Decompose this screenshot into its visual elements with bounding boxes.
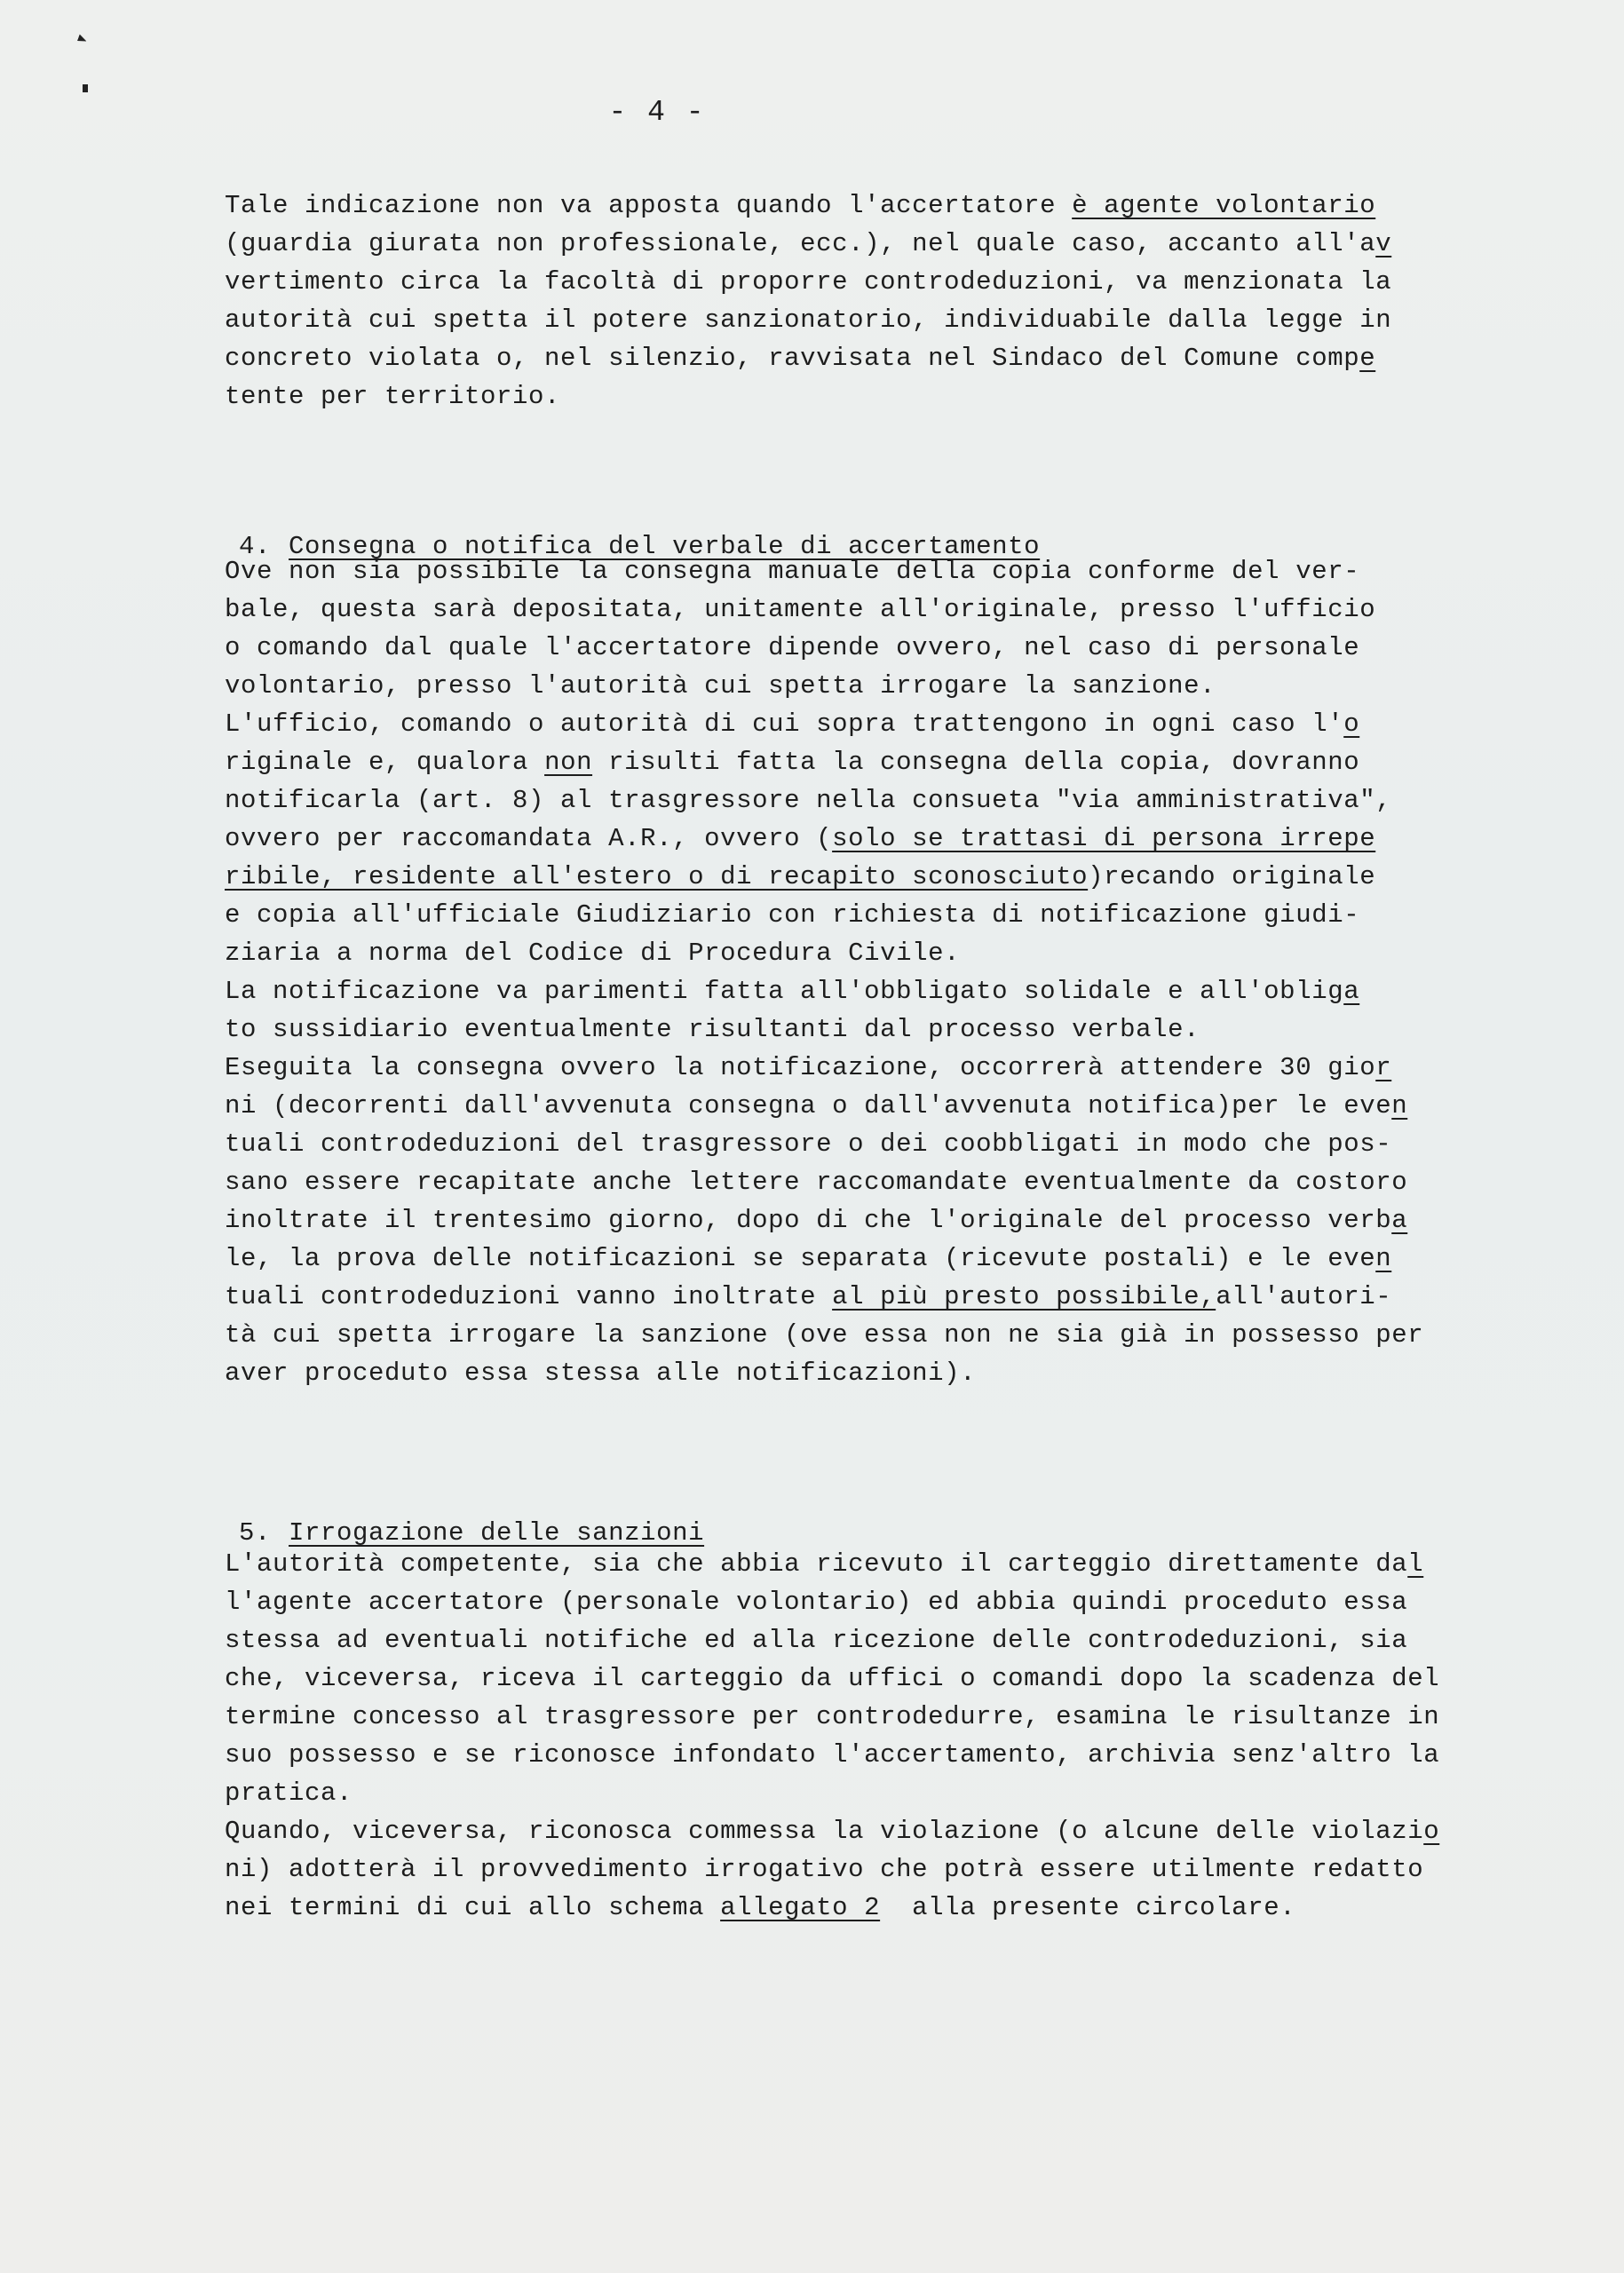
text-line: [225, 1621, 1485, 1659]
text-line: [225, 781, 1485, 820]
section-number: 4.: [239, 532, 272, 561]
underlined-text: n: [1375, 1244, 1392, 1273]
text-run: nei termini di cui allo schema: [225, 1893, 721, 1922]
text-run: sano essere recapitate anche lettere raccomandate eventualmente da costoro: [225, 1168, 1408, 1197]
text-line: [225, 1659, 1485, 1698]
text-run: notificarla (art. 8) al trasgressore nella consueta "via amministrativa",: [225, 786, 1392, 815]
text-run: Tale indicazione non va apposta quando l'accertatore: [225, 191, 1073, 220]
text-run: o comando dal quale l'accertatore dipende ovvero, nel caso di personale: [225, 633, 1360, 662]
text-line: [225, 1125, 1485, 1163]
text-line: [225, 225, 1485, 263]
text-run: le, la prova delle notificazioni se separata (ricevute postali) e le eve: [225, 1244, 1376, 1273]
underlined-text: solo se trattasi di persona irrepe: [832, 824, 1376, 853]
text-run: suo possesso e se riconosce infondato l'accertamento, archivia senz'altro la: [225, 1740, 1440, 1770]
text-line: [225, 1354, 1485, 1392]
text-line: [225, 1316, 1485, 1354]
text-run: aver proceduto essa stessa alle notificazioni).: [225, 1358, 977, 1388]
text-run: bale, questa sarà depositata, unitamente all'originale, presso l'ufficio: [225, 595, 1376, 624]
text-run: concreto violata o, nel silenzio, ravvisata nel Sindaco del Comune comp: [225, 344, 1360, 373]
text-line: [225, 743, 1485, 781]
underlined-text: a: [1391, 1206, 1408, 1235]
text-line: [225, 1278, 1485, 1316]
text-run: e copia all'ufficiale Giudiziario con richiesta di notificazione giudi-: [225, 900, 1360, 930]
text-run: pratica.: [225, 1778, 353, 1808]
underlined-text: e: [1359, 344, 1376, 373]
text-run: Ove non sia possibile la consegna manuale della copia conforme del ver-: [225, 557, 1360, 586]
underlined-text: al più presto possibile,: [832, 1282, 1216, 1311]
section-5-body: [225, 1545, 1485, 1927]
text-run: ovvero per raccomandata A.R., ovvero (: [225, 824, 833, 853]
text-line: [225, 1583, 1485, 1621]
text-line: [225, 705, 1485, 743]
underlined-text: a: [1343, 977, 1360, 1006]
text-run: La notificazione va parimenti fatta all'obbligato solidale e all'oblig: [225, 977, 1344, 1006]
text-run: ziaria a norma del Codice di Procedura Civile.: [225, 939, 961, 968]
text-line: [225, 629, 1485, 667]
text-line: [225, 1850, 1485, 1889]
text-line: [225, 339, 1485, 377]
text-line: [225, 377, 1485, 416]
text-run: riginale e, qualora: [225, 748, 545, 777]
underlined-text: n: [1391, 1091, 1408, 1121]
text-run: alla presente circolare.: [880, 1893, 1296, 1922]
underlined-text: allegato 2: [720, 1893, 881, 1922]
text-run: l'agente accertatore (personale volontario) ed abbia quindi proceduto essa: [225, 1588, 1408, 1617]
underlined-text: o: [1343, 709, 1360, 739]
text-run: inoltrate il trentesimo giorno, dopo di che l'originale del processo verb: [225, 1206, 1392, 1235]
text-run: stessa ad eventuali notifiche ed alla ricezione delle controdeduzioni, sia: [225, 1626, 1408, 1655]
text-run: Quando, viceversa, riconosca commessa la violazione (o alcune delle violazi: [225, 1817, 1424, 1846]
text-run: all'autori-: [1216, 1282, 1392, 1311]
text-run: che, viceversa, riceva il carteggio da uffici o comandi dopo la scadenza del: [225, 1664, 1440, 1693]
text-run: L'ufficio, comando o autorità di cui sopra trattengono in ogni caso l': [225, 709, 1344, 739]
intro-paragraph: [225, 186, 1485, 416]
text-line: [225, 552, 1485, 590]
text-line: [225, 896, 1485, 934]
text-line: [225, 301, 1485, 339]
underlined-text: ribile, residente all'estero o di recapito sconosciuto: [225, 862, 1089, 891]
text-line: [225, 1087, 1485, 1125]
text-run: tente per territorio.: [225, 382, 561, 411]
text-run: (guardia giurata non professionale, ecc.), nel quale caso, accanto all'a: [225, 229, 1376, 258]
text-line: [225, 1163, 1485, 1201]
text-line: [225, 1545, 1485, 1583]
text-run: )recando originale: [1088, 862, 1376, 891]
text-run: termine concesso al trasgressore per controdedurre, esamina le risultanze in: [225, 1702, 1440, 1731]
underlined-text: r: [1375, 1053, 1392, 1082]
text-run: ni (decorrenti dall'avvenuta consegna o dall'avvenuta notifica)per le eve: [225, 1091, 1392, 1121]
text-run: to sussidiario eventualmente risultanti dal processo verbale.: [225, 1015, 1200, 1044]
text-run: Eseguita la consegna ovvero la notificazione, occorrerà attendere 30 gio: [225, 1053, 1376, 1082]
section-title: Irrogazione delle sanzioni: [289, 1518, 705, 1548]
text-run: L'autorità competente, sia che abbia ricevuto il carteggio direttamente da: [225, 1549, 1408, 1579]
underlined-text: l: [1407, 1549, 1424, 1579]
text-run: tà cui spetta irrogare la sanzione (ove essa non ne sia già in possesso per: [225, 1320, 1424, 1350]
scan-mark: [77, 35, 88, 44]
text-run: vertimento circa la facoltà di proporre controdeduzioni, va menzionata la: [225, 267, 1392, 297]
section-number: 5.: [239, 1518, 272, 1548]
scan-mark: [83, 84, 88, 92]
underlined-text: non: [544, 748, 593, 777]
section-4-body: [225, 552, 1485, 1392]
text-line: [225, 934, 1485, 972]
text-line: [225, 1736, 1485, 1774]
text-run: tuali controdeduzioni vanno inoltrate: [225, 1282, 833, 1311]
text-line: [225, 1239, 1485, 1278]
text-run: volontario, presso l'autorità cui spetta irrogare la sanzione.: [225, 671, 1216, 701]
page-number: - 4 -: [608, 96, 706, 129]
text-run: autorità cui spetta il potere sanzionatorio, individuabile dalla legge in: [225, 305, 1392, 335]
text-line: [225, 1010, 1485, 1049]
text-line: [225, 858, 1485, 896]
text-run: tuali controdeduzioni del trasgressore o dei coobbligati in modo che pos-: [225, 1129, 1392, 1159]
text-run: ni) adotterà il provvedimento irrogativo che potrà essere utilmente redatto: [225, 1855, 1424, 1884]
text-line: [225, 972, 1485, 1010]
text-line: [225, 1889, 1485, 1927]
text-line: [225, 590, 1485, 629]
text-line: [225, 1774, 1485, 1812]
text-line: [225, 667, 1485, 705]
text-line: [225, 263, 1485, 301]
text-line: [225, 1201, 1485, 1239]
section-title: Consegna o notifica del verbale di accertamento: [289, 532, 1041, 561]
text-line: [225, 1698, 1485, 1736]
text-run: risulti fatta la consegna della copia, dovranno: [592, 748, 1360, 777]
underlined-text: è agente volontario: [1072, 191, 1376, 220]
text-line: [225, 1812, 1485, 1850]
underlined-text: o: [1423, 1817, 1440, 1846]
text-line: [225, 820, 1485, 858]
text-line: [225, 1049, 1485, 1087]
underlined-text: v: [1375, 229, 1392, 258]
text-line: [225, 186, 1485, 225]
